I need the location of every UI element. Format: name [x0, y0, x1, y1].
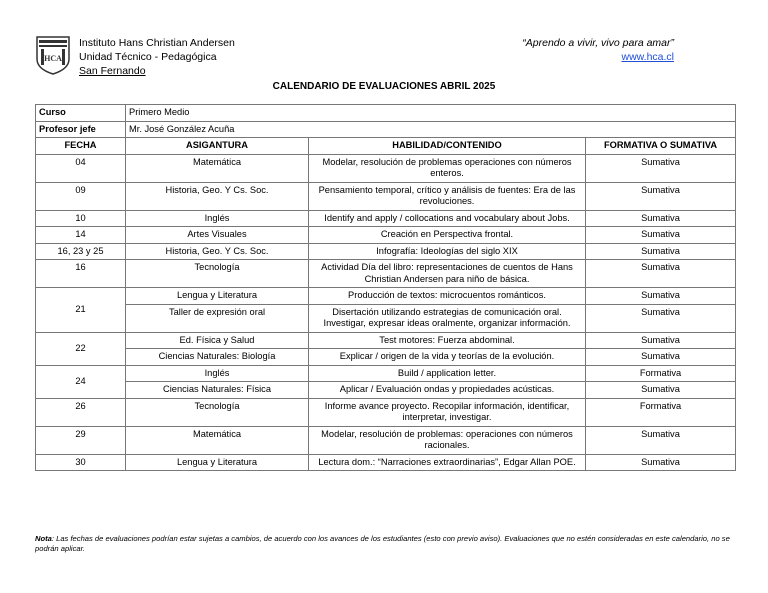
asignatura-cell: Ciencias Naturales: Biología [126, 349, 309, 366]
asignatura-cell: Ed. Física y Salud [126, 332, 309, 349]
fecha-cell: 22 [36, 332, 126, 365]
asignatura-cell: Historia, Geo. Y Cs. Soc. [126, 243, 309, 260]
contenido-cell: Build / application letter. [309, 365, 586, 382]
contenido-cell: Infografía: Ideologías del siglo XIX [309, 243, 586, 260]
contenido-cell: Identify and apply / collocations and vocabulary about Jobs. [309, 210, 586, 227]
column-header-fecha: FECHA [36, 138, 126, 155]
table-row [36, 349, 736, 366]
contenido-cell: Explicar / origen de la vida y teorías de la evolución. [309, 349, 586, 366]
note-text: : Las fechas de evaluaciones podrían estar sujetas a cambios, de acuerdo con los avances de los estudiantes (esto con previo aviso). Evaluaciones que no estén consideradas en este calendario, no se podrán aplicar. [35, 534, 730, 553]
column-header-contenido: HABILIDAD/CONTENIDO [309, 138, 586, 155]
contenido-cell: Disertación utilizando estrategias de comunicación oral. Investigar, expresar ideas oralmente, organizar información. [309, 304, 586, 332]
table-row [36, 182, 736, 210]
fecha-cell: 04 [36, 154, 126, 182]
tipo-cell: Sumativa [586, 182, 736, 210]
motto: “Aprendo a vivir, vivo para amar” [522, 37, 674, 49]
curso-value: Primero Medio [126, 105, 736, 122]
table-row [36, 210, 736, 227]
institution-header [79, 36, 235, 78]
institution-logo-icon [35, 35, 71, 75]
asignatura-cell: Inglés [126, 365, 309, 382]
contenido-cell: Lectura dom.: “Narraciones extraordinarias”, Edgar Allan POE. [309, 454, 586, 471]
footnote [35, 534, 741, 554]
table-row [36, 426, 736, 454]
table-row [36, 288, 736, 305]
department-name: Unidad Técnico - Pedagógica [79, 51, 217, 63]
contenido-cell: Modelar, resolución de problemas: operaciones con números racionales. [309, 426, 586, 454]
contenido-cell: Modelar, resolución de problemas operaciones con números enteros. [309, 154, 586, 182]
fecha-cell: 21 [36, 288, 126, 333]
table-row [36, 243, 736, 260]
asignatura-cell: Lengua y Literatura [126, 288, 309, 305]
fecha-cell: 26 [36, 398, 126, 426]
curso-label: Curso [36, 105, 126, 122]
table-row [36, 304, 736, 332]
curso-row [36, 105, 736, 122]
contenido-cell: Creación en Perspectiva frontal. [309, 227, 586, 244]
table-row [36, 398, 736, 426]
website-link[interactable]: www.hca.cl [621, 51, 674, 63]
column-header-asignatura: ASIGANTURA [126, 138, 309, 155]
table-row [36, 332, 736, 349]
location-link[interactable]: San Fernando [79, 65, 146, 77]
asignatura-cell: Ciencias Naturales: Física [126, 382, 309, 399]
tipo-cell: Formativa [586, 398, 736, 426]
asignatura-cell: Taller de expresión oral [126, 304, 309, 332]
fecha-cell: 10 [36, 210, 126, 227]
asignatura-cell: Tecnología [126, 398, 309, 426]
evaluation-table [35, 104, 736, 471]
profesor-row [36, 121, 736, 138]
contenido-cell: Producción de textos: microcuentos románticos. [309, 288, 586, 305]
tipo-cell: Sumativa [586, 382, 736, 399]
profesor-label: Profesor jefe [36, 121, 126, 138]
table-row [36, 454, 736, 471]
contenido-cell: Test motores: Fuerza abdominal. [309, 332, 586, 349]
tipo-cell: Sumativa [586, 349, 736, 366]
tipo-cell: Sumativa [586, 154, 736, 182]
tipo-cell: Sumativa [586, 260, 736, 288]
tipo-cell: Sumativa [586, 304, 736, 332]
svg-text:HCA: HCA [44, 54, 62, 63]
asignatura-cell: Inglés [126, 210, 309, 227]
contenido-cell: Aplicar / Evaluación ondas y propiedades acústicas. [309, 382, 586, 399]
institution-name: Instituto Hans Christian Andersen [79, 37, 235, 49]
fecha-cell: 14 [36, 227, 126, 244]
tipo-cell: Sumativa [586, 454, 736, 471]
fecha-cell: 24 [36, 365, 126, 398]
asignatura-cell: Artes Visuales [126, 227, 309, 244]
fecha-cell: 16 [36, 260, 126, 288]
page-title: CALENDARIO DE EVALUACIONES ABRIL 2025 [272, 81, 496, 92]
tipo-cell: Sumativa [586, 227, 736, 244]
contenido-cell: Actividad Día del libro: representaciones de cuentos de Hans Christian Andersen para niño de básica. [309, 260, 586, 288]
column-header-tipo: FORMATIVA O SUMATIVA [586, 138, 736, 155]
fecha-cell: 16, 23 y 25 [36, 243, 126, 260]
table-row [36, 382, 736, 399]
tipo-cell: Sumativa [586, 243, 736, 260]
table-row [36, 260, 736, 288]
fecha-cell: 09 [36, 182, 126, 210]
contenido-cell: Informe avance proyecto. Recopilar información, identificar, interpretar, investigar. [309, 398, 586, 426]
tipo-cell: Sumativa [586, 210, 736, 227]
asignatura-cell: Lengua y Literatura [126, 454, 309, 471]
table-row [36, 227, 736, 244]
tipo-cell: Sumativa [586, 332, 736, 349]
contenido-cell: Pensamiento temporal, crítico y análisis de fuentes: Era de las revoluciones. [309, 182, 586, 210]
asignatura-cell: Historia, Geo. Y Cs. Soc. [126, 182, 309, 210]
fecha-cell: 29 [36, 426, 126, 454]
profesor-value: Mr. José González Acuña [126, 121, 736, 138]
asignatura-cell: Tecnología [126, 260, 309, 288]
tipo-cell: Sumativa [586, 426, 736, 454]
table-row [36, 365, 736, 382]
asignatura-cell: Matemática [126, 154, 309, 182]
fecha-cell: 30 [36, 454, 126, 471]
note-label: Nota [35, 534, 52, 543]
tipo-cell: Sumativa [586, 288, 736, 305]
tipo-cell: Formativa [586, 365, 736, 382]
motto-block [522, 36, 674, 64]
table-header-row [36, 138, 736, 155]
asignatura-cell: Matemática [126, 426, 309, 454]
table-row [36, 154, 736, 182]
